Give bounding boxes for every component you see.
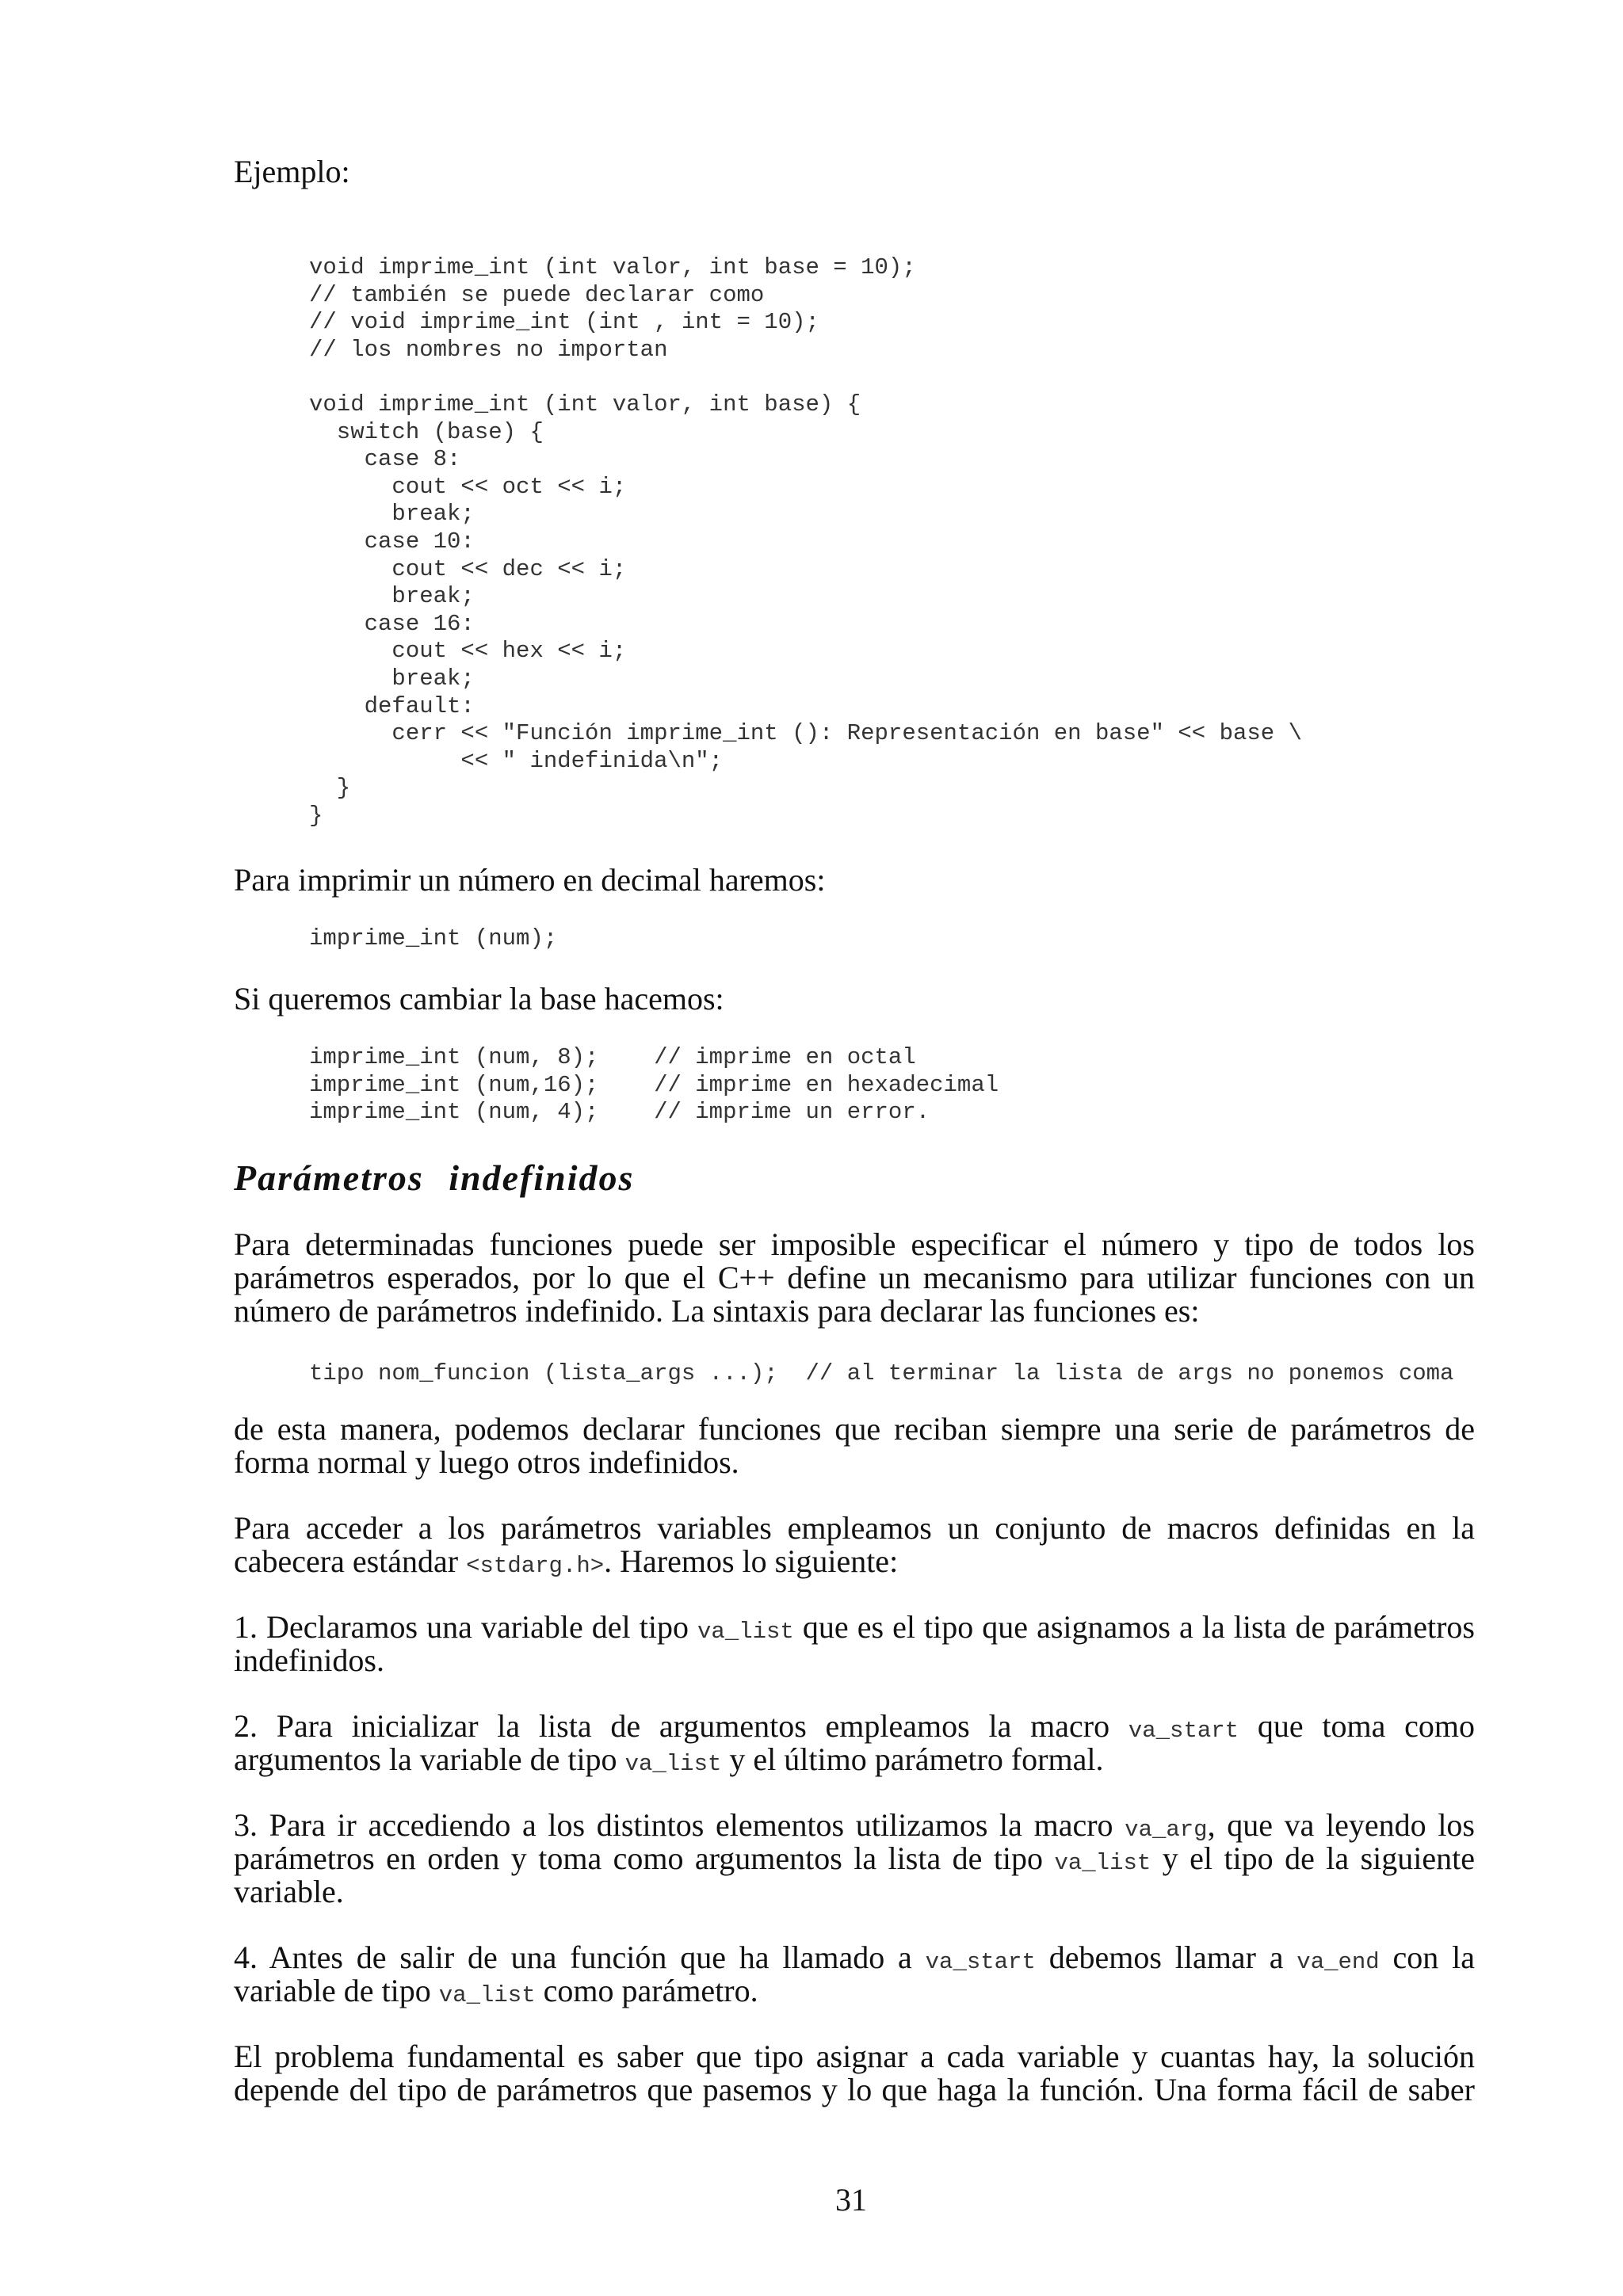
list-item-1 [234,1611,1475,1677]
code-block-call-decimal: imprime_int (num); [309,925,558,952]
inline-code-va-list: va_list [438,1982,536,2008]
section-heading: Parámetros indefinidos [234,1158,635,1198]
paragraph-line: variable. [234,1874,344,1909]
paragraph-line [234,1809,1475,1842]
text-span: debemos llamar a [1035,1939,1297,1975]
list-item-2 [234,1710,1475,1776]
inline-code-va-start: va_start [1128,1718,1239,1744]
paragraph-access [234,1512,1475,1578]
text-span: variable de tipo [234,1973,439,2008]
paragraph-line: depende del tipo de parámetros que pasemos y lo que haga la función. Una forma fácil de saber [234,2072,1475,2107]
inline-code-va-list: va_list [1054,1850,1151,1876]
paragraph-line: Para acceder a los parámetros variables empleamos un conjunto de macros definidas en la [234,1510,1475,1546]
text-span: 3. Para ir accediendo a los distintos elementos utilizamos la macro [234,1807,1125,1843]
text-span: con la [1379,1939,1475,1975]
paragraph-line: de esta manera, podemos declarar funciones que reciban siempre una serie de parámetros de [234,1411,1475,1447]
text-span: argumentos la variable de tipo [234,1741,625,1777]
text-span: , que va leyendo los [1207,1807,1475,1843]
code-block-call-bases: imprime_int (num, 8); // imprime en octal imprime_int (num,16); // imprime en hexadecimal imprime_int (num, 4); // imprime un error. [309,1044,999,1126]
text-span: 2. Para inicializar la lista de argumentos empleamos la macro [234,1708,1128,1744]
paragraph-line [234,1545,1475,1578]
code-block-imprime-int: void imprime_int (int valor, int base = 10); // también se puede declarar como // void imprime_int (int , int = 10); // los nombres no importan void imprime_int (int valor, int base) { switch (base) { case 8: cout << oct << i; break; case 10: cout << dec << i; break; case 16: cout << hex << i; break; default: cerr << "Función imprime_int (): Representación en base" << base \ << " indefinida\n"; } } [309,254,1303,829]
paragraph-line [234,1743,1475,1776]
paragraph-line [234,1710,1475,1743]
text-span: que toma como [1239,1708,1475,1744]
inline-code-va-list: va_list [624,1751,722,1777]
text-span: parámetros en orden y toma como argumentos la lista de tipo [234,1840,1055,1876]
paragraph-declare [234,1413,1475,1479]
paragraph-line [234,1611,1475,1644]
text-span: 1. Declaramos una variable del tipo [234,1609,698,1645]
paragraph-line [234,1842,1475,1875]
base-intro-text: Si queremos cambiar la base hacemos: [234,981,724,1016]
text-span: . Haremos lo siguiente: [604,1543,899,1579]
paragraph-line: número de parámetros indefinido. La sintaxis para declarar las funciones es: [234,1293,1200,1329]
inline-code-va-start: va_start [925,1949,1036,1975]
inline-code-va-list: va_list [697,1619,794,1645]
text-span: cabecera estándar [234,1543,467,1579]
inline-code-va-end: va_end [1296,1949,1380,1975]
text-span: y el último parámetro formal. [721,1741,1104,1777]
text-span: como parámetro. [535,1973,758,2008]
page-number: 31 [835,2182,867,2218]
text-span: y el tipo de la siguiente [1151,1840,1475,1876]
paragraph-line: parámetros esperados, por lo que el C++ define un mecanismo para utilizar funciones con un [234,1260,1475,1295]
example-label: Ejemplo: [234,154,350,189]
paragraph-line [234,1941,1475,1974]
paragraph-intro [234,1228,1475,1328]
paragraph-line: forma normal y luego otros indefinidos. [234,1444,739,1480]
inline-code-va-arg: va_arg [1125,1817,1208,1843]
code-block-syntax: tipo nom_funcion (lista_args ...); // al terminar la lista de args no ponemos coma [309,1360,1454,1386]
paragraph-problem [234,2040,1475,2107]
text-span: que es el tipo que asignamos a la lista de parámetros [793,1609,1475,1645]
text-span: 4. Antes de salir de una función que ha llamado a [234,1939,926,1975]
inline-code-stdarg: <stdarg.h> [466,1553,605,1579]
paragraph-line: Para determinadas funciones puede ser imposible especificar el número y tipo de todos los [234,1226,1475,1262]
decimal-intro-text: Para imprimir un número en decimal haremos: [234,862,826,898]
list-item-3 [234,1809,1475,1909]
paragraph-line: El problema fundamental es saber que tipo asignar a cada variable y cuantas hay, la solución [234,2039,1475,2074]
paragraph-line [234,1974,1475,2008]
list-item-4 [234,1941,1475,2008]
paragraph-line: indefinidos. [234,1642,384,1678]
